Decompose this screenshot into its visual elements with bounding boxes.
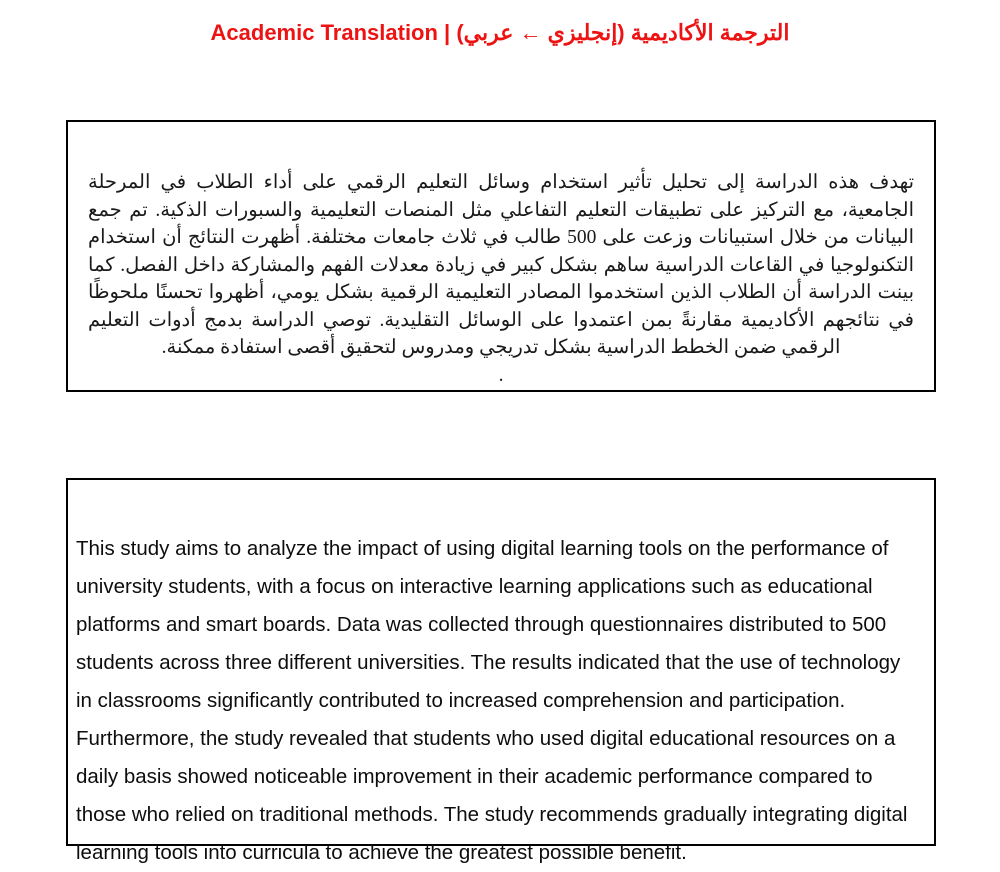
arabic-body (68, 169, 934, 389)
english-body (68, 530, 934, 872)
arabic-source-box[interactable] (66, 120, 936, 392)
page-title: الترجمة الأكاديمية (إنجليزي ← عربي) | Academic Translation (210, 20, 790, 45)
page-title-bar (0, 19, 1000, 47)
arabic-paragraph: تهدف هذه الدراسة إلى تحليل تأثير استخدام وسائل التعليم الرقمي على أداء الطلاب في المرحلة الجامعية، مع التركيز على تطبيقات التعليم التفاعلي مثل المنصات التعليمية والسبورات الذكية. تم جمع البيانات من خلال استبيانات وزعت على 500 طالب في ثلاث جامعات مختلفة. أظهرت النتائج أن استخدام التكنولوجيا في القاعات الدراسية ساهم بشكل كبير في زيادة معدلات الفهم والمشاركة داخل الفصل. كما بينت الدراسة أن الطلاب الذين استخدموا المصادر التعليمية الرقمية بشكل يومي، أظهروا تحسنًا ملحوظًا في نتائجهم الأكاديمية مقارنةً بمن اعتمدوا على الوسائل التقليدية. توصي الدراسة بدمج أدوات التعليم الرقمي ضمن الخطط الدراسية بشكل تدريجي ومدروس لتحقيق أقصى استفادة ممكنة. (88, 172, 914, 358)
arabic-trailing-period: . (498, 364, 504, 386)
english-paragraph: This study aims to analyze the impact of using digital learning tools on the performance of university students, with a focus on interactive learning applications such as educational platforms and smart boards. Data was collected through questionnaires distributed to 500 students across three different universities. The results indicated that the use of technology in classrooms significantly contributed to increased comprehension and participation. Furthermore, the study revealed that students who used digital educational resources on a daily basis showed noticeable improvement in their academic performance compared to those who relied on traditional methods. The study recommends gradually integrating digital learning tools into curricula to achieve the greatest possible benefit. (76, 537, 908, 864)
english-translation-box[interactable] (66, 478, 936, 864)
